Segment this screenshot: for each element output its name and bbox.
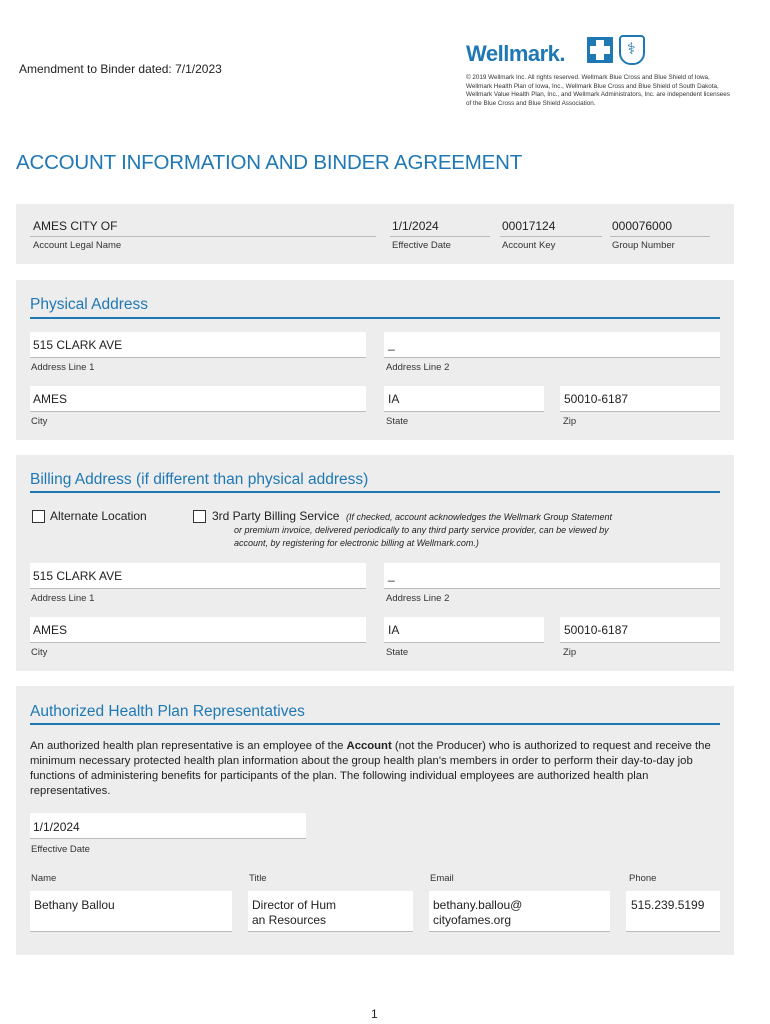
page-title: ACCOUNT INFORMATION AND BINDER AGREEMENT: [16, 151, 523, 174]
physical-state-field[interactable]: [384, 386, 544, 412]
representatives-heading-rule: [30, 723, 720, 725]
page-number: 1: [371, 1007, 378, 1021]
account-key: 00017124: [502, 219, 556, 233]
physical-city-label: City: [31, 416, 48, 427]
account-key-label: Account Key: [502, 240, 556, 251]
rep-title-line2: an Resources: [252, 913, 327, 927]
rep-email-line1: bethany.ballou@: [433, 898, 523, 912]
billing-state-label: State: [386, 647, 409, 658]
account-effective-date: 1/1/2024: [392, 219, 439, 233]
third-party-note-line2: or premium invoice, delivered periodically to any third party service provider, can be viewed by: [234, 525, 609, 535]
reps-effective-date-value: 1/1/2024: [33, 820, 80, 834]
reps-effective-date-field[interactable]: [30, 813, 306, 839]
copyright-text: © 2019 Wellmark Inc. All rights reserved. Wellmark Blue Cross and Blue Shield of Iowa, Wellmark Health Plan of Iowa, Inc., Wellmark Blue Cross and Blue Shield of South Dakota, Wellmark Value Health Plan, Inc., and Wellmark Administrators, Inc. are independent licensees of the Blue Cross and Blue Shield Association.: [466, 74, 730, 107]
effective-date-underline: [390, 236, 490, 237]
rep-title-field[interactable]: [248, 891, 413, 932]
physical-zip-label: Zip: [563, 416, 577, 427]
billing-line1-field[interactable]: [30, 563, 366, 589]
blue-cross-icon: [587, 37, 613, 63]
column-phone-label: Phone: [629, 873, 657, 884]
physical-line1-label: Address Line 1: [31, 362, 95, 373]
physical-city-value: AMES: [33, 392, 68, 406]
rep-name-field[interactable]: [30, 891, 232, 932]
wellmark-logo-text: Wellmark.: [466, 41, 566, 66]
third-party-billing-label: 3rd Party Billing Service: [212, 509, 340, 523]
physical-line1-value: 515 CLARK AVE: [33, 338, 123, 352]
physical-line2-label: Address Line 2: [386, 362, 450, 373]
physical-line2-value: _: [388, 337, 395, 351]
physical-address-panel: [16, 280, 734, 440]
rep-title-line1: Director of Hum: [252, 898, 337, 912]
representatives-panel: [16, 686, 734, 955]
billing-line2-value: _: [388, 568, 395, 582]
column-title-label: Title: [249, 873, 267, 884]
description-part1: An authorized health plan representative is an employee of the: [30, 740, 347, 752]
description-part2: (not the Producer) who is authorized to request and receive the minimum necessary protected health plan information about the group health plan's members in order to perform their day-to-day job functions of administering benefits for participants of the plan. The following individual employees are authorized health plan representatives.: [30, 740, 711, 797]
billing-line2-field[interactable]: [384, 563, 720, 589]
rep-phone-field[interactable]: [626, 891, 720, 932]
reps-effective-date-label: Effective Date: [31, 844, 90, 855]
physical-city-field[interactable]: [30, 386, 366, 412]
alternate-location-label: Alternate Location: [50, 509, 147, 523]
third-party-note-line1: (If checked, account acknowledges the Wellmark Group Statement: [346, 512, 612, 522]
account-key-underline: [500, 236, 602, 237]
amendment-note: Amendment to Binder dated: 7/1/2023: [19, 62, 222, 76]
account-legal-name: AMES CITY OF: [33, 219, 118, 233]
group-number: 000076000: [612, 219, 673, 233]
representatives-heading: Authorized Health Plan Representatives: [30, 703, 305, 720]
billing-line2-label: Address Line 2: [386, 593, 450, 604]
billing-zip-field[interactable]: [560, 617, 720, 643]
billing-city-label: City: [31, 647, 48, 658]
billing-zip-label: Zip: [563, 647, 577, 658]
physical-zip-value: 50010-6187: [564, 392, 629, 406]
rep-name-value: Bethany Ballou: [34, 898, 115, 912]
billing-heading-rule: [30, 491, 720, 493]
account-name-label: Account Legal Name: [33, 240, 122, 251]
billing-address-heading: Billing Address (if different than physical address): [30, 471, 369, 488]
description-bold-account: Account: [346, 740, 392, 752]
physical-state-value: IA: [388, 392, 400, 406]
alternate-location-checkbox[interactable]: [32, 510, 45, 523]
group-number-label: Group Number: [612, 240, 675, 251]
rep-phone-value: 515.239.5199: [631, 898, 705, 912]
account-panel: [16, 204, 734, 264]
billing-line1-label: Address Line 1: [31, 593, 95, 604]
rep-email-line2: cityofames.org: [433, 913, 512, 927]
billing-state-field[interactable]: [384, 617, 544, 643]
physical-heading-rule: [30, 317, 720, 319]
group-number-underline: [610, 236, 710, 237]
billing-line1-value: 515 CLARK AVE: [33, 569, 123, 583]
billing-address-panel: [16, 455, 734, 671]
physical-state-label: State: [386, 416, 409, 427]
column-name-label: Name: [31, 873, 57, 884]
column-email-label: Email: [430, 873, 454, 884]
billing-state-value: IA: [388, 623, 400, 637]
physical-line1-field[interactable]: [30, 332, 366, 358]
billing-city-field[interactable]: [30, 617, 366, 643]
physical-zip-field[interactable]: [560, 386, 720, 412]
effective-date-label: Effective Date: [392, 240, 451, 251]
rep-email-field[interactable]: [429, 891, 610, 932]
blue-shield-icon: ⚕: [619, 35, 645, 65]
third-party-billing-checkbox[interactable]: [193, 510, 206, 523]
representatives-description: [30, 739, 722, 799]
physical-address-heading: Physical Address: [30, 296, 149, 313]
physical-line2-field[interactable]: [384, 332, 720, 358]
account-name-underline: [30, 236, 376, 237]
third-party-note-line3: account, by registering for electronic billing at Wellmark.com.): [234, 538, 479, 548]
billing-city-value: AMES: [33, 623, 68, 637]
billing-zip-value: 50010-6187: [564, 623, 629, 637]
